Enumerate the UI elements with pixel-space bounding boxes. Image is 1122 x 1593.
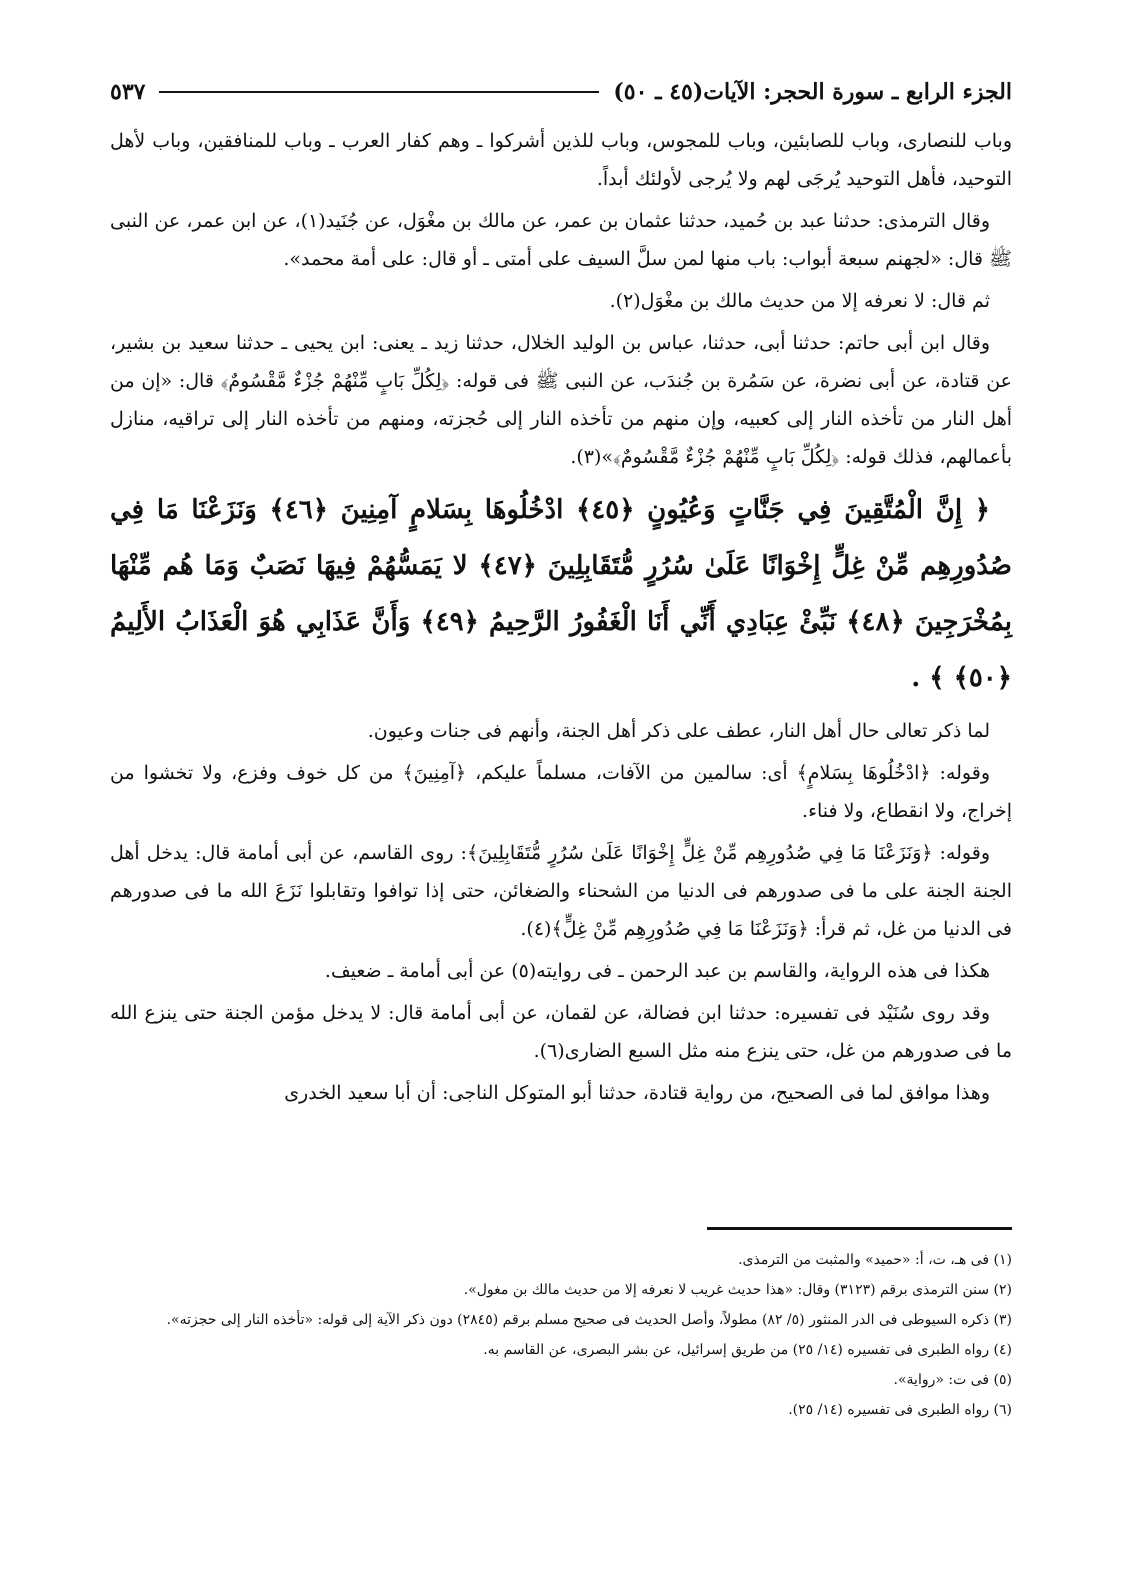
quran-verses: ﴿ إِنَّ الْمُتَّقِينَ فِي جَنَّاتٍ وَعُيُونٍ ﴿٤٥﴾ ادْخُلُوهَا بِسَلامٍ آمِنِينَ ﴿٤٦﴾ وَنَزَعْنَا مَا فِي صُدُورِهِم مِّنْ غِلٍّ إِخْوَانًا عَلَىٰ سُرُرٍ مُّتَقَابِلِينَ ﴿٤٧﴾ لا يَمَسُّهُمْ فِيهَا نَصَبٌ وَمَا هُم مِّنْهَا بِمُخْرَجِينَ ﴿٤٨﴾ نَبِّئْ عِبَادِي أَنِّي أَنَا الْغَفُورُ الرَّحِيمُ ﴿٤٩﴾ وَأَنَّ عَذَابِي هُوَ الْعَذَابُ الأَلِيمُ ﴿٥٠﴾ ﴾ .: [110, 495, 1012, 693]
paragraph: وقال الترمذى: حدثنا عبد بن حُميد، حدثنا عثمان بن عمر، عن مالك بن مغْوَل، عن جُنَيد(١)، عن ابن عمر، عن النبى ﷺ قال: «لجهنم سبعة أبواب: باب منها لمن سلَّ السيف على أمتى ـ أو قال: على أمة محمد».: [110, 210, 1012, 270]
footnote: (٥) فى ت: «رواية».: [893, 1372, 1012, 1388]
footnote: (٢) سنن الترمذى برقم (٣١٢٣) وقال: «هذا حديث غريب لا نعرفه إلا من حديث مالك بن مغول».: [463, 1282, 1012, 1298]
paragraph: وقال ابن أبى حاتم: حدثنا أبى، حدثنا، عباس بن الوليد الخلال، حدثنا زيد ـ يعنى: ابن يحيى ـ حدثنا سعيد بن بشير، عن قتادة، عن أبى نضرة، عن سَمُرة بن جُندَب، عن النبى ﷺ فى قوله: ﴿لِكُلِّ بَابٍ مِّنْهُمْ جُزْءٌ مَّقْسُومٌ﴾ قال: «إن من أهل النار من تأخذه النار إلى كعبيه، وإن منهم من تأخذه النار إلى حُجزته، ومنهم من تأخذه النار إلى تراقيه، منازل بأعمالهم، فذلك قوله: ﴿لِكُلِّ بَابٍ مِّنْهُمْ جُزْءٌ مَّقْسُومٌ﴾»(٣).: [110, 332, 1012, 468]
paragraph: وقوله: ﴿ادْخُلُوهَا بِسَلامٍ﴾ أى: سالمين من الآفات، مسلماً عليكم، ﴿آمِنِينَ﴾ من كل خوف وفزع، ولا تخشوا من إخراج، ولا انقطاع، ولا فناء.: [110, 762, 1012, 822]
header-title: الجزء الرابع ـ سورة الحجر: الآيات(٤٥ ـ ٥٠): [613, 79, 1012, 105]
paragraph: لما ذكر تعالى حال أهل النار، عطف على ذكر أهل الجنة، وأنهم فى جنات وعيون.: [367, 720, 990, 742]
main-text: [110, 122, 1012, 1116]
paragraph: وهذا موافق لما فى الصحيح، من رواية قتادة، حدثنا أبو المتوكل الناجى: أن أبا سعيد الخدرى: [284, 1082, 990, 1104]
header-rule: [159, 91, 599, 93]
paragraph: وقد روى سُنَيْد فى تفسيره: حدثنا ابن فضالة، عن لقمان، عن أبى أمامة قال: لا يدخل مؤمن الجنة حتى ينزع الله ما فى صدورهم من غل، حتى ينزع منه مثل السبع الضارى(٦).: [110, 1002, 1012, 1062]
footnote: (٤) رواه الطبرى فى تفسيره (١٤/ ٢٥) من طريق إسرائيل، عن بشر البصرى، عن القاسم به.: [483, 1342, 1012, 1358]
paragraph: هكذا فى هذه الرواية، والقاسم بن عبد الرحمن ـ فى روايته(٥) عن أبى أمامة ـ ضعيف.: [324, 960, 990, 982]
footnote: (١) فى هـ، ت، أ: «حميد» والمثبت من الترمذى.: [738, 1252, 1012, 1268]
page-number: ٥٣٧: [110, 79, 146, 105]
paragraph: وقوله: ﴿وَنَزَعْنَا مَا فِي صُدُورِهِم مِّنْ غِلٍّ إِخْوَانًا عَلَىٰ سُرُرٍ مُّتَقَابِلِينَ﴾: روى القاسم، عن أبى أمامة قال: يدخل أهل الجنة الجنة على ما فى صدورهم فى الدنيا من الشحناء والضغائن، حتى إذا توافوا وتقابلوا نَزَعَ الله ما فى صدورهم فى الدنيا من غل، ثم قرأ: ﴿وَنَزَعْنَا مَا فِي صُدُورِهِم مِّنْ غِلٍّ﴾(٤).: [110, 842, 1012, 940]
paragraph: ثم قال: لا نعرفه إلا من حديث مالك بن مغْوَل(٢).: [609, 290, 990, 312]
paragraph: وباب للنصارى، وباب للصابئين، وباب للمجوس، وباب للذين أشركوا ـ وهم كفار العرب ـ وباب للمنافقين، وباب لأهل التوحيد، فأهل التوحيد يُرجَى لهم ولا يُرجى لأولئك أبداً.: [110, 130, 1012, 190]
running-header: [110, 72, 1012, 112]
footnote: (٣) ذكره السيوطى فى الدر المنثور (٥/ ٨٢) مطولاً، وأصل الحديث فى صحيح مسلم برقم (٢٨٤٥) دون ذكر الآية إلى قوله: «تأخذه النار إلى حجزته».: [166, 1312, 1012, 1328]
footnote-separator: [707, 1227, 1012, 1230]
footnotes: [110, 1245, 1012, 1425]
footnote: (٦) رواه الطبرى فى تفسيره (١٤/ ٢٥).: [788, 1402, 1012, 1418]
